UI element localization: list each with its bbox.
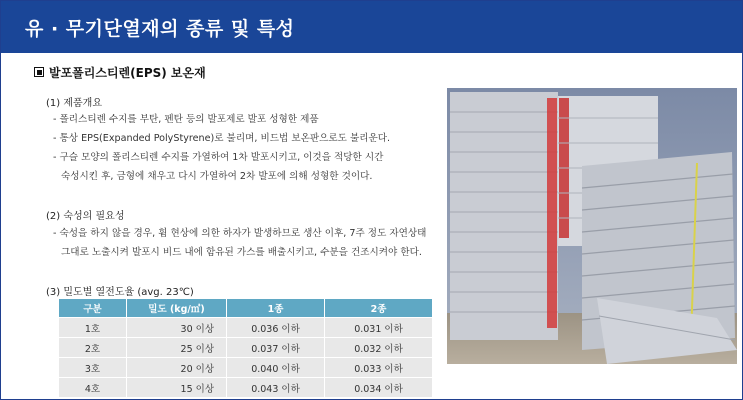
overview-line: - 폴리스티렌 수지를 부탄, 펜탄 등의 발포제로 발포 성형한 제품: [53, 114, 319, 125]
table-cell: 0.033 이하: [325, 358, 433, 378]
table-cell: 1호: [59, 318, 127, 338]
table-cell: 0.043 이하: [227, 378, 325, 398]
density-table: [58, 298, 433, 398]
table-cell: 2호: [59, 338, 127, 358]
eps-board-stack-photo: [447, 88, 737, 364]
column-header: 2종: [325, 299, 433, 318]
overview-line: - 통상 EPS(Expanded PolyStyrene)로 불리며, 비드법 보온판으로도 불리운다.: [53, 133, 391, 144]
column-header: 1종: [227, 299, 325, 318]
table-cell: 0.036 이하: [227, 318, 325, 338]
table-cell: 4호: [59, 378, 127, 398]
square-bullet-icon: [34, 67, 44, 77]
table-row: [59, 338, 433, 358]
section-title-text: 발포폴리스티렌(EPS) 보온재: [49, 66, 206, 80]
aging-heading: (2) 숙성의 필요성: [46, 211, 125, 222]
table-cell: 0.032 이하: [325, 338, 433, 358]
table-cell: 20 이상: [127, 358, 227, 378]
aging-line: 그대로 노출시켜 발포시 비드 내에 함유된 가스를 배출시키고, 수분을 건조시켜야 한다.: [61, 247, 422, 258]
eps-board-stack-image: [447, 88, 737, 364]
column-header: 밀도 (kg/㎥): [127, 299, 227, 318]
table-cell: 3호: [59, 358, 127, 378]
section-title: [34, 64, 206, 81]
aging-line: - 숙성을 하지 않을 경우, 휨 현상에 의한 하자가 발생하므로 생산 이후, 7주 정도 자연상태: [53, 228, 427, 239]
table-row: [59, 318, 433, 338]
header-bar: [1, 1, 742, 53]
table-cell: 25 이상: [127, 338, 227, 358]
overview-line: - 구슬 모양의 폴리스티렌 수지를 가열하여 1차 발포시키고, 이것을 적당한 시간: [53, 152, 384, 163]
table-cell: 0.037 이하: [227, 338, 325, 358]
overview-line: 숙성시킨 후, 금형에 채우고 다시 가열하여 2차 발포에 의해 성형한 것이다.: [61, 171, 373, 182]
table-header-row: [59, 299, 433, 318]
table-cell: 0.031 이하: [325, 318, 433, 338]
table-cell: 30 이상: [127, 318, 227, 338]
overview-heading: (1) 제품개요: [46, 98, 102, 109]
table-heading: (3) 밀도별 열전도율 (avg. 23℃): [46, 287, 194, 298]
table-row: [59, 358, 433, 378]
table-row: [59, 378, 433, 398]
column-header: 구분: [59, 299, 127, 318]
table-cell: 0.040 이하: [227, 358, 325, 378]
page-title: 유 · 무기단열재의 종류 및 특성: [25, 18, 295, 40]
table-cell: 15 이상: [127, 378, 227, 398]
table-cell: 0.034 이하: [325, 378, 433, 398]
